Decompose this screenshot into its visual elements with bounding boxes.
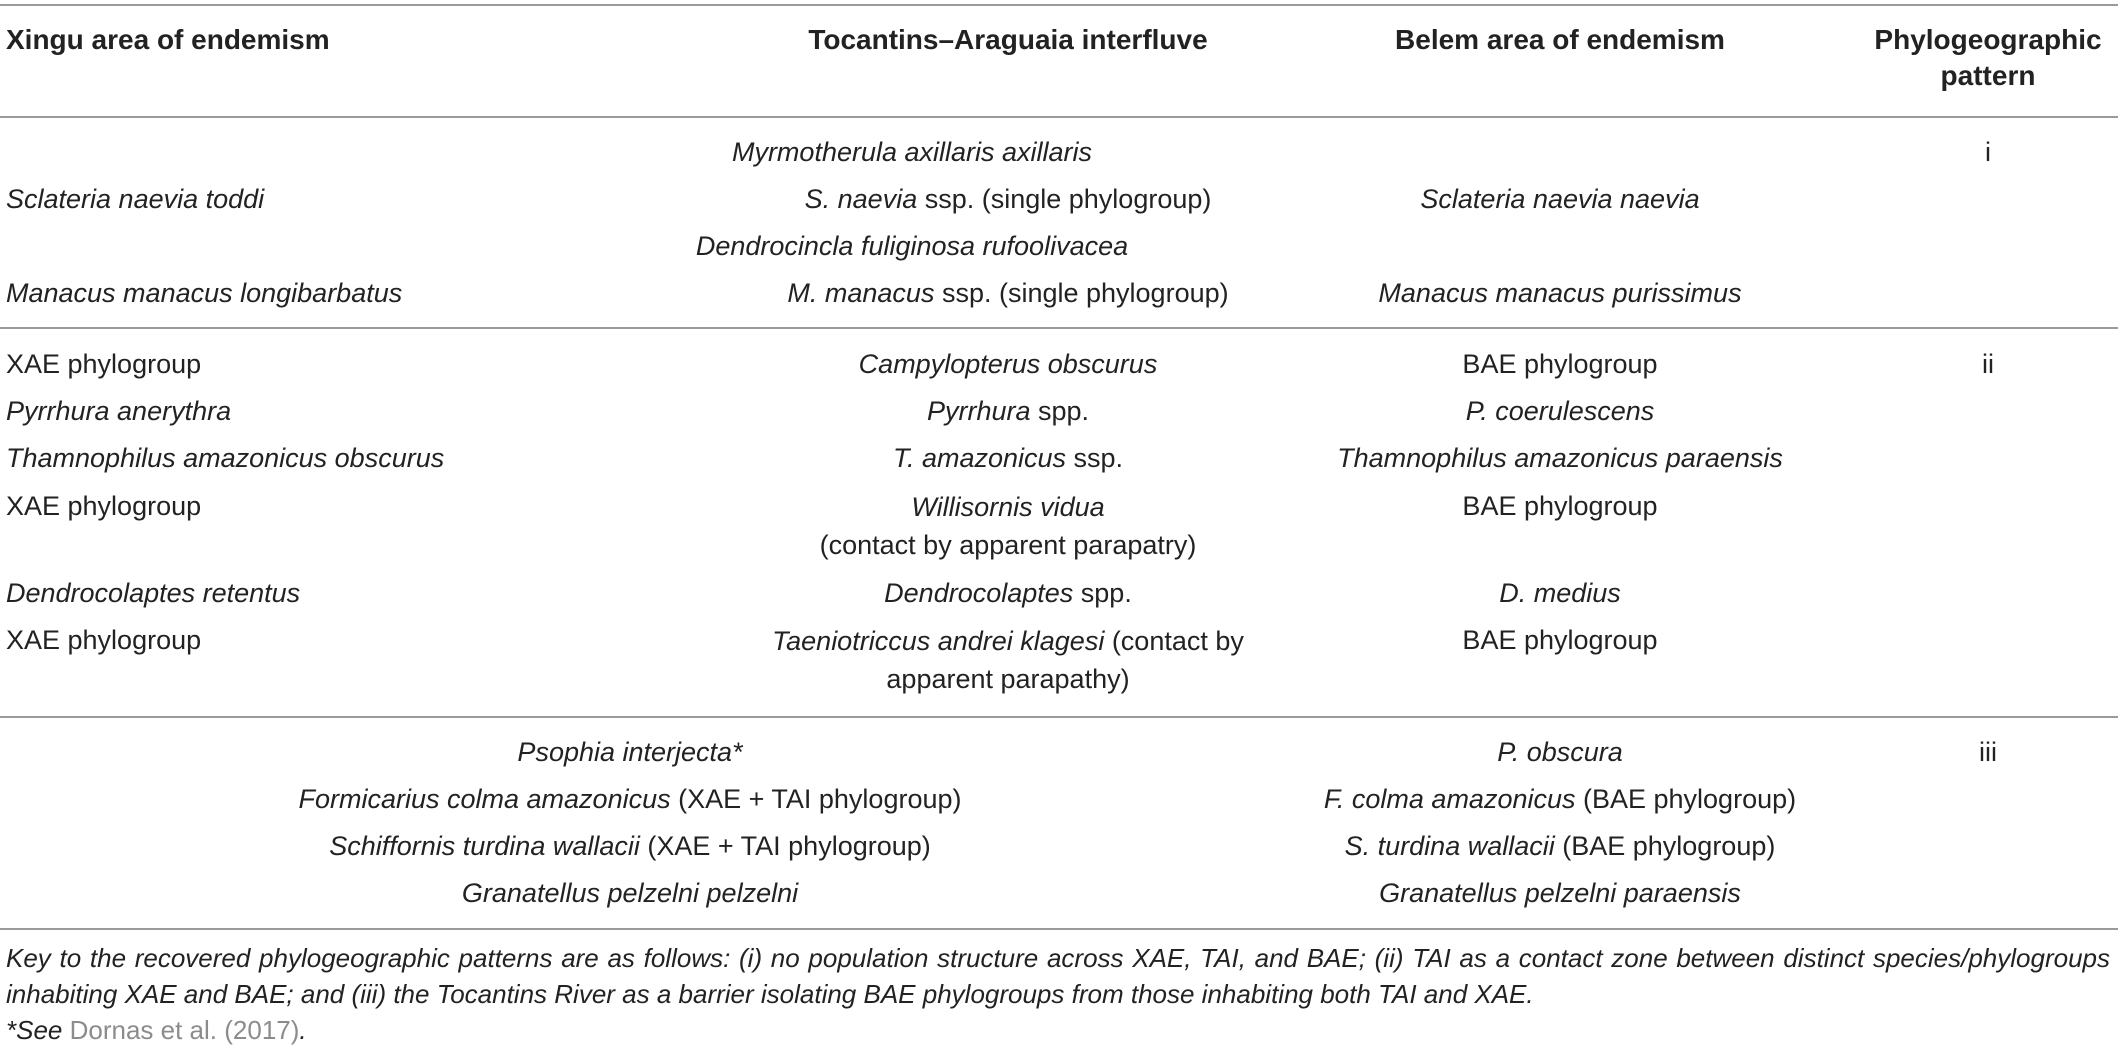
header-pattern-line1: Phylogeographic (1874, 24, 2102, 55)
s2-row3-tai (893, 440, 1123, 476)
s1-row4-xae: Manacus manacus longibarbatus (6, 278, 403, 308)
s2-row4-tai-taxon: Willisornis vidua (911, 492, 1105, 522)
s2-row5-bae: D. medius (1499, 578, 1621, 608)
s3-row3-right-taxon: S. turdina wallacii (1344, 831, 1555, 861)
header-pattern-line2: pattern (1940, 60, 2036, 91)
s2-row6-bae: BAE phylogroup (1462, 625, 1658, 655)
s2-row6-tai-note2: apparent parapathy) (886, 664, 1130, 694)
s2-row3-tai-taxon: T. amazonicus (892, 443, 1067, 473)
table-key-footnote: Key to the recovered phylogeographic patterns are as follows: (i) no population structure across XAE, TAI, and BAE; (ii) TAI as a contact zone between distinct species/phylogroups inhabiting XAE and BAE; and (iii) the Tocantins River as a barrier isolating BAE phylogroups from those inhabiting both TAI and XAE. (6, 943, 2110, 1009)
s3-row4-left: Granatellus pelzelni pelzelni (461, 878, 799, 908)
s2-row4-bae: BAE phylogroup (1462, 491, 1658, 521)
s2-row5-xae: Dendrocolaptes retentus (6, 578, 301, 608)
s2-row2-bae: P. coerulescens (1465, 396, 1655, 426)
s3-pattern: iii (1979, 737, 1997, 767)
s1-row4-tai-note: ssp. (single phylogroup) (934, 278, 1229, 308)
see-suffix: . (299, 1015, 307, 1045)
s2-row6-xae: XAE phylogroup (6, 625, 202, 655)
s3-row3-right (1345, 828, 1776, 864)
header-xingu: Xingu area of endemism (6, 24, 330, 55)
s2-row6-tai-taxon: Taeniotriccus andrei klagesi (772, 626, 1105, 656)
s2-row3-tai-note: ssp. (1066, 443, 1124, 473)
see-reference (6, 1012, 2110, 1048)
s2-row5-tai (884, 575, 1132, 611)
s2-row6-tai (772, 622, 1244, 698)
s2-row3-bae: Thamnophilus amazonicus paraensis (1337, 443, 1783, 473)
s3-row1-right: P. obscura (1497, 737, 1623, 767)
s1-row2-tai (805, 181, 1212, 217)
s2-row2-tai (927, 393, 1089, 429)
s1-row2-bae: Sclateria naevia naevia (1420, 184, 1700, 214)
s2-row4-tai-note: (contact by apparent parapatry) (819, 530, 1197, 560)
s1-row1-span: Myrmotherula axillaris axillaris (731, 137, 1093, 167)
s3-row2-left-note: (XAE + TAI phylogroup) (670, 784, 962, 814)
s2-row1-tai: Campylopterus obscurus (858, 349, 1158, 379)
section2-rule (0, 716, 2118, 718)
s2-row3-xae: Thamnophilus amazonicus obscurus (6, 443, 445, 473)
s1-row4-tai-taxon: M. manacus (787, 278, 935, 308)
s1-row2-xae: Sclateria naevia toddi (6, 184, 265, 214)
s2-pattern: ii (1982, 349, 1994, 379)
s1-row4-tai (787, 275, 1228, 311)
s2-row1-bae: BAE phylogroup (1462, 349, 1658, 379)
section3-rule (0, 928, 2118, 930)
s2-row4-tai (820, 488, 1197, 564)
header-pattern (1874, 22, 2101, 94)
s3-row2-left-taxon: Formicarius colma amazonicus (298, 784, 671, 814)
header-tocantins: Tocantins–Araguaia interfluve (808, 24, 1208, 55)
s1-row4-bae: Manacus manacus purissimus (1378, 278, 1742, 308)
header-belem: Belem area of endemism (1395, 24, 1725, 55)
s1-row3-span: Dendrocincla fuliginosa rufoolivacea (695, 231, 1129, 261)
s1-pattern: i (1985, 137, 1991, 167)
s3-row2-right (1324, 781, 1796, 817)
s3-row3-left (329, 828, 931, 864)
s2-row5-tai-note: spp. (1073, 578, 1132, 608)
s3-row2-right-taxon: F. colma amazonicus (1323, 784, 1576, 814)
s3-row1-left: Psophia interjecta* (517, 737, 743, 767)
s2-row2-tai-taxon: Pyrrhura (926, 396, 1031, 426)
s2-row5-tai-taxon: Dendrocolaptes (884, 578, 1074, 608)
dornas-citation-link[interactable]: Dornas et al. (2017) (69, 1015, 300, 1045)
s3-row2-left (298, 781, 961, 817)
s3-row2-right-note: (BAE phylogroup) (1575, 784, 1797, 814)
s3-row3-left-note: (XAE + TAI phylogroup) (639, 831, 931, 861)
s1-row2-tai-taxon: S. naevia (804, 184, 918, 214)
see-prefix: *See (6, 1015, 70, 1045)
section1-rule (0, 327, 2118, 329)
s2-row2-tai-note: spp. (1030, 396, 1090, 426)
s3-row3-right-note: (BAE phylogroup) (1554, 831, 1776, 861)
s1-row2-tai-note: ssp. (single phylogroup) (917, 184, 1212, 214)
s3-row4-right: Granatellus pelzelni paraensis (1379, 878, 1741, 908)
s2-row1-xae: XAE phylogroup (6, 349, 202, 379)
top-rule (0, 4, 2118, 6)
header-rule (0, 116, 2118, 118)
s2-row6-tai-note: (contact by (1104, 626, 1244, 656)
s2-row2-xae: Pyrrhura anerythra (6, 396, 232, 426)
s3-row3-left-taxon: Schiffornis turdina wallacii (329, 831, 640, 861)
s2-row4-xae: XAE phylogroup (6, 491, 202, 521)
